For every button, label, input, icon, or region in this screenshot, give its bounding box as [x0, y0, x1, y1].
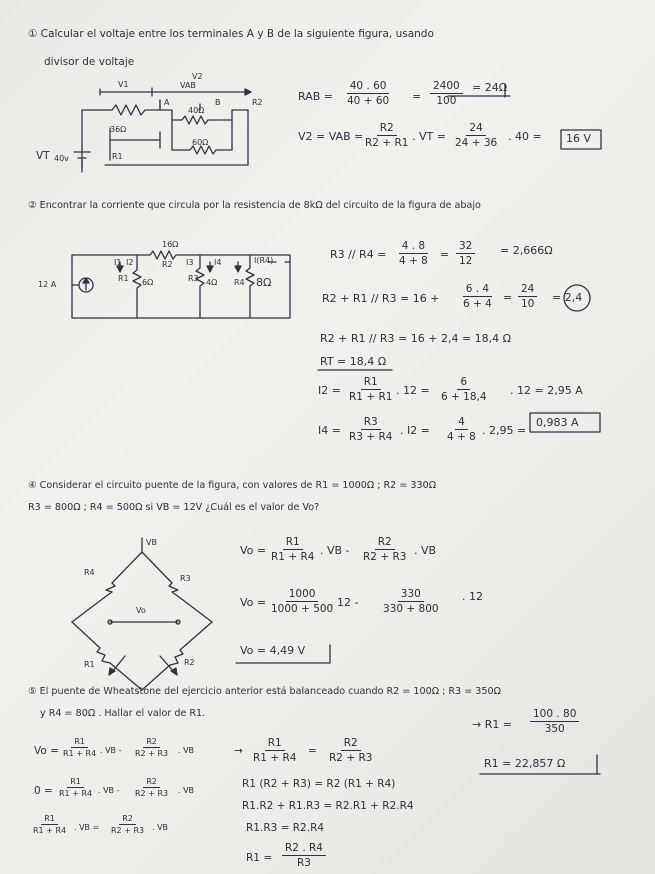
- label-r2-c4: R2: [184, 658, 195, 667]
- p4-l1-fraction: [268, 536, 317, 563]
- p5-c1-denominator: 350: [544, 723, 565, 736]
- p5-a1-numerator: R1: [71, 737, 88, 748]
- p2-l4: RT = 18,4 Ω: [320, 355, 387, 368]
- p2-l1-denominator-2: 12: [459, 255, 473, 268]
- p2-l2-numerator-2: 24: [518, 283, 537, 297]
- p2-l2-fraction: [460, 283, 495, 310]
- p5-b1-denominator: R1 + R4: [253, 752, 297, 765]
- label-8ohm: 8Ω: [256, 276, 272, 289]
- p4-l2-numerator-2: 330: [398, 588, 424, 602]
- rab-lhs: RAB =: [298, 90, 333, 103]
- p5-b1-fraction: [250, 737, 299, 764]
- v2-fraction: [362, 122, 411, 149]
- p5-b4: R1.R3 = R2.R4: [246, 822, 325, 834]
- p4-l2-tail: . 12: [462, 590, 483, 603]
- p2-l5-denominator-2: 6 + 18,4: [441, 391, 487, 404]
- p2-l1-denominator: 4 + 8: [399, 255, 428, 268]
- v2-denominator-2: 24 + 36: [455, 137, 498, 150]
- p4-l2-mid: . 12 -: [330, 596, 359, 609]
- p2-l6-mid: . I2 =: [400, 424, 430, 437]
- p5-a3-fraction: [30, 814, 69, 835]
- p2-l6-result: 0,983 A: [536, 416, 579, 429]
- p5-b2: R1 (R2 + R3) = R2 (R1 + R4): [242, 778, 396, 790]
- problem-4-prompt: ④ Considerar el circuito puente de la figura, con valores de R1 = 1000Ω ; R2 = 330Ω: [28, 480, 437, 491]
- p5-b5-lhs: R1 =: [246, 852, 273, 864]
- label-16ohm: 16Ω: [162, 240, 179, 249]
- p5-a3-denominator-2: R2 + R3: [111, 826, 145, 836]
- p5-a1-fraction: [60, 737, 99, 758]
- label-r2: R2: [252, 98, 263, 107]
- p4-l2-denominator-2: 330 + 800: [383, 603, 439, 616]
- label-36ohm: 36Ω: [110, 125, 127, 134]
- p5-c1-numerator: 100 . 80: [530, 708, 579, 722]
- p2-l1-numerator: 4 . 8: [399, 240, 428, 254]
- p5-a1-tail: . VB: [178, 746, 195, 755]
- label-12a: 12 A: [38, 280, 57, 289]
- p2-l5-fraction-2: [438, 376, 490, 403]
- p5-a2-lhs: 0 =: [34, 785, 53, 797]
- p2-l5-numerator: R1: [361, 376, 381, 390]
- rab-result: = 24Ω: [472, 81, 508, 94]
- p2-l1-fraction: [396, 240, 431, 267]
- label-vt: VT: [36, 150, 50, 162]
- p5-a1-fraction-2: [132, 737, 171, 758]
- label-ir4: I(R4): [254, 256, 274, 265]
- p2-l6-lhs: I4 =: [318, 424, 341, 437]
- p5-c1-fraction: [530, 708, 579, 735]
- rab-denominator-2: 100: [436, 95, 457, 108]
- p2-l5-result: . 12 = 2,95 A: [510, 384, 583, 397]
- p4-l1-denominator-2: R2 + R3: [363, 551, 407, 564]
- p5-b5-fraction: [282, 842, 326, 869]
- p2-l1-result: = 2,666Ω: [500, 244, 553, 257]
- p5-a2-mid: . VB -: [98, 786, 120, 795]
- label-r2-c2: R2: [162, 260, 173, 269]
- p2-l6-tail: . 2,95 =: [482, 424, 527, 437]
- p4-l3: Vo = 4,49 V: [240, 644, 306, 657]
- p5-c2: R1 = 22,857 Ω: [484, 757, 566, 770]
- p2-l6-numerator: R3: [361, 416, 381, 430]
- v2-mid: . VT =: [412, 130, 446, 143]
- p5-b1-fraction-2: [326, 737, 375, 764]
- p2-l5-numerator-2: 6: [457, 376, 470, 390]
- circuit-1: [74, 88, 251, 172]
- rab-numerator: 40 . 60: [347, 80, 390, 94]
- p5-a3-mid: . VB =: [74, 823, 100, 832]
- label-60ohm: 60Ω: [192, 138, 209, 147]
- p5-b1-numerator-2: R2: [341, 737, 361, 751]
- p2-l6-numerator-2: 4: [455, 416, 468, 430]
- p5-a2-denominator-2: R2 + R3: [135, 789, 169, 799]
- p2-l2-eq: =: [503, 291, 513, 304]
- rab-fraction: [344, 80, 392, 107]
- rab-numerator-2: 2400: [430, 80, 463, 94]
- p5-b1-eq: =: [308, 745, 317, 757]
- p5-a1-denominator-2: R2 + R3: [135, 749, 169, 759]
- rab-denominator: 40 + 60: [347, 95, 390, 108]
- label-i4: I4: [214, 258, 222, 267]
- p2-l3: R2 + R1 // R3 = 16 + 2,4 = 18,4 Ω: [320, 332, 512, 345]
- label-r1: R1: [112, 152, 123, 161]
- label-r4-c4: R4: [84, 568, 95, 577]
- problem-1-prompt: ① Calcular el voltaje entre los terminales A y B de la siguiente figura, usando: [28, 28, 434, 40]
- p2-l2-numerator: 6 . 4: [463, 283, 492, 297]
- p4-l2-fraction: [268, 588, 336, 615]
- p5-a3-denominator: R1 + R4: [33, 826, 67, 836]
- p4-l1-tail: . VB: [414, 544, 437, 557]
- label-i1: I1: [114, 258, 122, 267]
- problem-5-prompt-cont: y R4 = 80Ω . Hallar el valor de R1.: [40, 708, 206, 719]
- p2-l2-denominator-2: 10: [521, 298, 535, 311]
- p4-l2-numerator: 1000: [286, 588, 319, 602]
- v2-fraction-2: [452, 122, 500, 149]
- p5-a2-fraction-2: [132, 777, 171, 798]
- p5-a1-denominator: R1 + R4: [63, 749, 97, 759]
- problem-2-prompt: ② Encontrar la corriente que circula por la resistencia de 8kΩ del circuito de la figura de abajo: [28, 200, 481, 211]
- rab-fraction-2: [430, 80, 463, 107]
- v2-result: 16 V: [566, 132, 592, 145]
- p2-l2-result: = 2,4: [552, 291, 583, 304]
- p4-l1-mid: . VB -: [320, 544, 350, 557]
- problem-5-prompt: ⑤ El puente de Wheatstone del ejercicio anterior está balanceado cuando R2 = 100Ω ; R3 = 350Ω: [28, 686, 501, 697]
- p2-l2-lhs: R2 + R1 // R3 = 16 +: [322, 292, 440, 305]
- rab-eq: =: [412, 90, 422, 103]
- p5-b1-arrow: →: [234, 745, 243, 757]
- v2-tail: . 40 =: [508, 130, 542, 143]
- p5-b1-denominator-2: R2 + R3: [329, 752, 373, 765]
- p5-a2-tail: . VB: [178, 786, 195, 795]
- label-i3: I3: [186, 258, 194, 267]
- p5-b1-numerator: R1: [265, 737, 285, 751]
- p5-a3-fraction-2: [108, 814, 147, 835]
- p5-b5-denominator: R3: [296, 857, 311, 870]
- p5-a1-mid: . VB -: [100, 746, 122, 755]
- v2-lhs: V2 = VAB =: [298, 130, 364, 143]
- problem-4-prompt-cont: R3 = 800Ω ; R4 = 500Ω si VB = 12V ¿Cuál es el valor de Vo?: [28, 502, 320, 513]
- p2-l2-denominator: 6 + 4: [463, 298, 492, 311]
- p4-l1-lhs: Vo =: [240, 544, 267, 557]
- p5-a3-tail: . VB: [152, 823, 169, 832]
- v2-numerator: R2: [377, 122, 397, 136]
- label-r1-c4: R1: [84, 660, 95, 669]
- label-vab: VAB: [180, 81, 196, 90]
- p4-l1-denominator: R1 + R4: [271, 551, 315, 564]
- p4-l1-fraction-2: [360, 536, 409, 563]
- p2-l2-fraction-2: [518, 283, 537, 310]
- label-40v: 40v: [54, 154, 69, 163]
- label-v2: V2: [192, 72, 203, 81]
- p5-a1-numerator-2: R2: [143, 737, 160, 748]
- label-v1: V1: [118, 80, 129, 89]
- p2-l6-denominator-2: 4 + 8: [447, 431, 476, 444]
- p5-a2-numerator: R1: [67, 777, 84, 788]
- p5-b3: R1.R2 + R1.R3 = R2.R1 + R2.R4: [242, 800, 414, 812]
- p2-l1-lhs: R3 // R4 =: [330, 248, 387, 261]
- p2-l1-numerator-2: 32: [456, 240, 475, 254]
- label-a: A: [164, 98, 170, 107]
- p2-l5-lhs: I2 =: [318, 384, 341, 397]
- label-r1-c2: R1: [118, 274, 129, 283]
- p5-a1-lhs: Vo =: [34, 745, 59, 757]
- label-4ohm: 4Ω: [206, 278, 218, 287]
- p5-a2-fraction: [56, 777, 95, 798]
- p5-c1-lhs: → R1 =: [472, 718, 513, 731]
- p2-l6-fraction: [346, 416, 395, 443]
- p4-l1-numerator: R1: [283, 536, 303, 550]
- p2-l1-eq: =: [440, 248, 450, 261]
- label-b: B: [215, 98, 221, 107]
- v2-denominator: R2 + R1: [365, 137, 409, 150]
- p2-l1-fraction-2: [456, 240, 475, 267]
- p4-l2-denominator: 1000 + 500: [271, 603, 334, 616]
- p5-a2-numerator-2: R2: [143, 777, 160, 788]
- p4-l1-numerator-2: R2: [375, 536, 395, 550]
- label-vb: VB: [146, 538, 157, 547]
- label-r4-c2: R4: [234, 278, 245, 287]
- p4-l2-fraction-2: [380, 588, 442, 615]
- p2-l5-denominator: R1 + R1: [349, 391, 393, 404]
- label-r3-c4: R3: [180, 574, 191, 583]
- problem-1-prompt-cont: divisor de voltaje: [44, 56, 135, 68]
- p2-l6-denominator: R3 + R4: [349, 431, 393, 444]
- label-6ohm: 6Ω: [142, 278, 154, 287]
- label-r3-c2: R3: [188, 274, 199, 283]
- label-i2: I2: [126, 258, 134, 267]
- v2-numerator-2: 24: [466, 122, 485, 136]
- p5-a3-numerator: R1: [41, 814, 58, 825]
- p5-b5-numerator: R2 . R4: [282, 842, 326, 856]
- p2-l6-fraction-2: [444, 416, 479, 443]
- p5-a2-denominator: R1 + R4: [59, 789, 93, 799]
- p2-l5-fraction: [346, 376, 395, 403]
- label-vo: Vo: [136, 606, 146, 615]
- label-40ohm: 40Ω: [188, 106, 205, 115]
- p2-l5-mid: . 12 =: [396, 384, 430, 397]
- p4-l2-lhs: Vo =: [240, 596, 267, 609]
- p5-a3-numerator-2: R2: [119, 814, 136, 825]
